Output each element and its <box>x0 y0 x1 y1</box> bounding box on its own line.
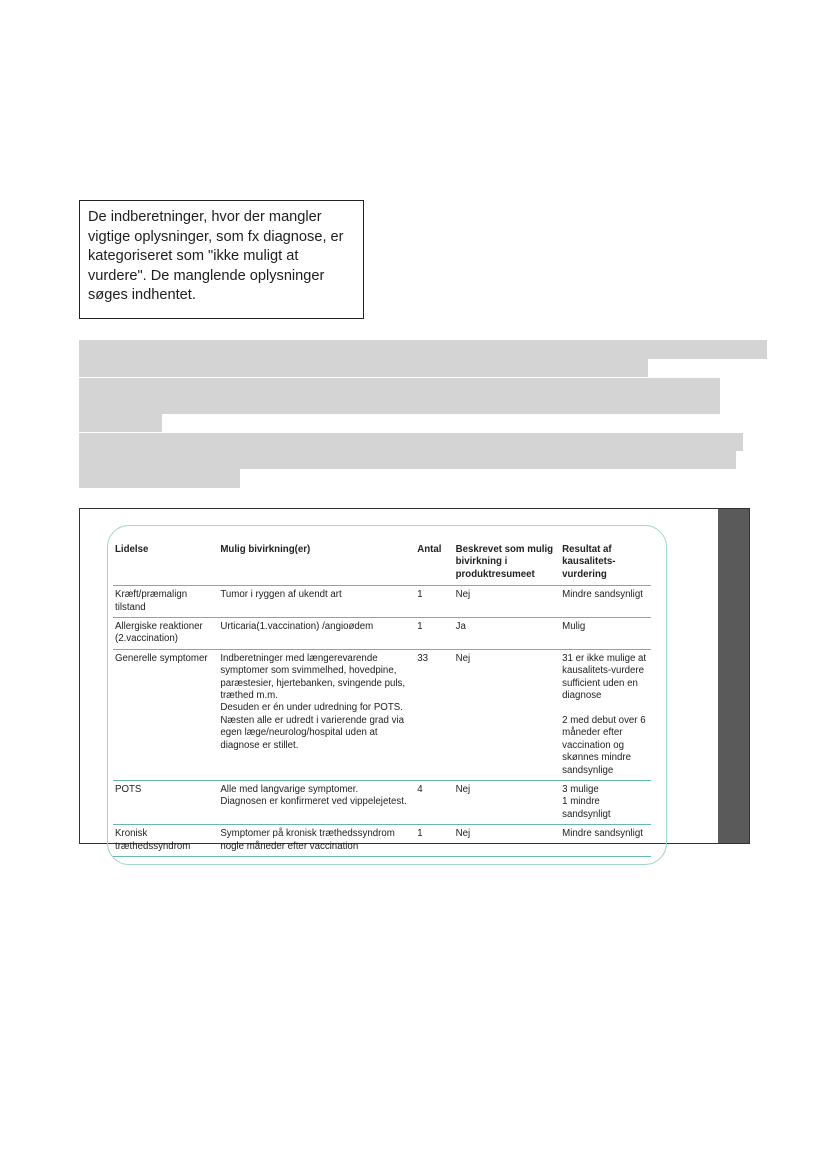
figure-side-bar <box>718 509 749 843</box>
cell-antal: 33 <box>415 649 453 780</box>
cell-bivirkning: Urticaria(1.vaccination) /angioødem <box>218 618 415 650</box>
cell-lidelse: Kræft/præmalign tilstand <box>113 586 218 618</box>
cell-antal: 1 <box>415 825 453 857</box>
cell-resultat: Mulig <box>560 618 651 650</box>
redacted-block <box>79 414 162 432</box>
causality-table <box>113 541 651 857</box>
table-row <box>113 586 651 618</box>
redacted-block <box>79 378 720 414</box>
table-row <box>113 618 651 650</box>
cell-antal: 1 <box>415 586 453 618</box>
redacted-block <box>79 433 743 451</box>
redacted-block <box>79 340 767 359</box>
cell-antal: 4 <box>415 780 453 824</box>
header-resultat: Resultat af kausalitets-vurdering <box>560 541 651 586</box>
cell-bivirkning: Symptomer på kronisk træthedssyndrom nogle måneder efter vaccination <box>218 825 415 857</box>
cell-beskrevet: Ja <box>454 618 561 650</box>
cell-beskrevet: Nej <box>454 780 561 824</box>
cell-beskrevet: Nej <box>454 649 561 780</box>
info-note-box <box>79 200 364 319</box>
table-figure <box>79 508 750 852</box>
cell-resultat: Mindre sandsynligt <box>560 586 651 618</box>
cell-lidelse: Allergiske reaktioner (2.vaccination) <box>113 618 218 650</box>
cell-antal: 1 <box>415 618 453 650</box>
cell-resultat: Mindre sandsynligt <box>560 825 651 857</box>
table-row <box>113 825 651 857</box>
cell-bivirkning: Indberetninger med længerevarende symptomer som svimmelhed, hovedpine, paræstesier, hjertebanken, svingende puls, træthed m.m. Desuden er én under udredning for POTS. Næsten alle er udredt i varierende grad via egen læge/neurolog/hospital uden at diagnose er stillet. <box>218 649 415 780</box>
header-antal: Antal <box>415 541 453 586</box>
redacted-block <box>79 359 648 377</box>
cell-bivirkning: Alle med langvarige symptomer. Diagnosen er konfirmeret ved vippelejetest. <box>218 780 415 824</box>
cell-lidelse: POTS <box>113 780 218 824</box>
header-beskrevet: Beskrevet som mulig bivirkning i produktresumeet <box>454 541 561 586</box>
cell-lidelse: Kronisk træthedssyndrom <box>113 825 218 857</box>
redacted-block <box>79 469 240 488</box>
redacted-block <box>79 451 736 469</box>
cell-lidelse: Generelle symptomer <box>113 649 218 780</box>
table-header-row <box>113 541 651 586</box>
table-row <box>113 780 651 824</box>
header-bivirkning: Mulig bivirkning(er) <box>218 541 415 586</box>
cell-resultat: 31 er ikke mulige at kausalitets-vurdere sufficient uden en diagnose 2 med debut over 6 måneder efter vaccination og skønnes mindre sandsynlige <box>560 649 651 780</box>
cell-resultat: 3 mulige 1 mindre sandsynligt <box>560 780 651 824</box>
cell-beskrevet: Nej <box>454 825 561 857</box>
header-lidelse: Lidelse <box>113 541 218 586</box>
info-note-text: De indberetninger, hvor der mangler vigtige oplysninger, som fx diagnose, er kategoriseret som "ikke muligt at vurdere". De manglende oplysninger søges indhentet. <box>88 209 344 303</box>
cell-beskrevet: Nej <box>454 586 561 618</box>
table-row <box>113 649 651 780</box>
cell-bivirkning: Tumor i ryggen af ukendt art <box>218 586 415 618</box>
